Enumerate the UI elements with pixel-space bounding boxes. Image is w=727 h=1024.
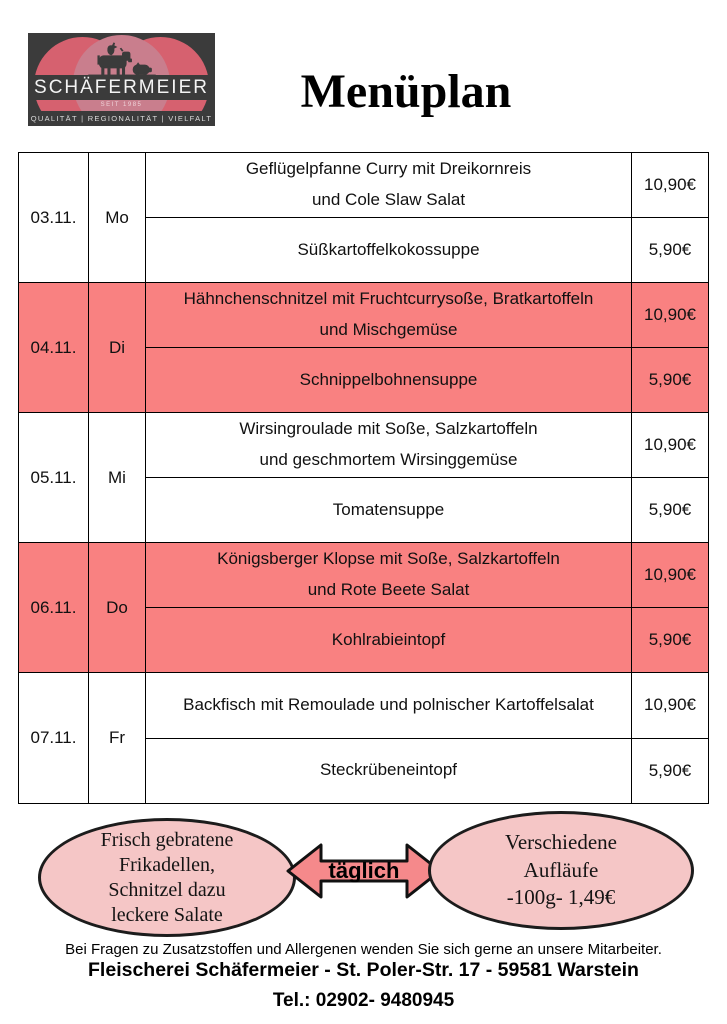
date-cell: 06.11. (19, 543, 89, 672)
brand-name: SCHÄFERMEIER (34, 76, 209, 98)
main-dish-name (146, 543, 632, 607)
logo-name-band (28, 75, 215, 100)
date-cell: 04.11. (19, 283, 89, 412)
dish-block (146, 283, 708, 412)
shop-phone: Tel.: 02902- 9480945 (272, 990, 455, 1011)
dish-block (146, 673, 708, 803)
soup-name: Steckrübeneintopf (146, 739, 632, 804)
soup-row (146, 478, 708, 542)
soup-row (146, 739, 708, 804)
soup-row (146, 348, 708, 412)
main-dish-price: 10,90€ (644, 435, 696, 454)
main-dish-price: 10,90€ (644, 565, 696, 584)
dish-block (146, 413, 708, 542)
daily-special-right-bubble (428, 811, 694, 930)
day-cell: Do (89, 543, 146, 672)
soup-row (146, 608, 708, 672)
day-cell: Mi (89, 413, 146, 542)
day-cell: Mo (89, 153, 146, 282)
main-dish-row (146, 283, 708, 348)
left-bubble-line3: Schnitzel dazu (108, 878, 226, 901)
main-dish-price: 10,90€ (644, 175, 696, 194)
daily-special-left-bubble (38, 818, 296, 937)
day-cell: Fr (89, 673, 146, 803)
left-bubble-line4: leckere Salate (111, 903, 223, 926)
dish-block (146, 543, 708, 672)
menu-day-row (19, 283, 708, 413)
daily-arrow-label: täglich (328, 858, 400, 883)
soup-name: Süßkartoffelkokossuppe (146, 218, 632, 282)
main-dish-line1: Wirsingroulade mit Soße, Salzkartoffeln (239, 419, 538, 439)
date-cell: 05.11. (19, 413, 89, 542)
menu-table (18, 152, 709, 804)
main-dish-line2: und Cole Slaw Salat (311, 190, 466, 209)
soup-price: 5,90€ (648, 500, 692, 519)
soup-name: Tomatensuppe (146, 478, 632, 542)
date-cell: 03.11. (19, 153, 89, 282)
main-dish-price: 10,90€ (644, 695, 696, 715)
butcher-logo (28, 33, 215, 126)
main-dish-price: 10,90€ (644, 305, 696, 324)
main-dish-line2: und Rote Beete Salat (307, 580, 470, 599)
date-cell: 07.11. (19, 673, 89, 803)
menu-day-row (19, 153, 708, 283)
main-dish-name (146, 413, 632, 477)
main-dish-line1: Geflügelpfanne Curry mit Dreikornreis (245, 159, 532, 179)
right-bubble-line1: Verschiedene (505, 829, 617, 854)
soup-price: 5,90€ (648, 370, 692, 389)
dish-block (146, 153, 708, 282)
main-dish-line2: und geschmortem Wirsinggemüse (259, 450, 518, 469)
main-dish-row (146, 413, 708, 478)
daily-arrow (285, 838, 443, 904)
menu-day-row (19, 413, 708, 543)
main-dish-line2: und Mischgemüse (319, 320, 458, 339)
main-dish-name (146, 673, 632, 738)
allergy-note: Bei Fragen zu Zusatzstoffen und Allergenen wenden Sie sich gerne an unsere Mitarbeiter. (65, 941, 662, 958)
footer (0, 941, 727, 1012)
menu-day-row (19, 543, 708, 673)
right-bubble-line3: -100g- 1,49€ (506, 885, 616, 910)
shop-address: Fleischerei Schäfermeier - St. Poler-Str. 17 - 59581 Warstein (88, 959, 639, 981)
soup-name: Schnippelbohnensuppe (146, 348, 632, 412)
soup-price: 5,90€ (648, 240, 692, 259)
soup-price: 5,90€ (648, 760, 692, 780)
left-bubble-line1: Frisch gebratene (100, 828, 234, 851)
livestock-silhouette-icon (76, 40, 168, 80)
main-dish-line1: Hähnchenschnitzel mit Fruchtcurrysoße, Bratkartoffeln (183, 289, 594, 309)
main-dish-line1: Königsberger Klopse mit Soße, Salzkartoffeln (217, 549, 560, 569)
soup-row (146, 218, 708, 282)
left-bubble-line2: Frikadellen, (118, 853, 216, 876)
main-dish-name (146, 153, 632, 217)
main-dish-name (146, 283, 632, 347)
brand-since: SEIT 1985 (100, 102, 143, 108)
page-title: Menüplan (300, 65, 512, 118)
right-bubble-line2: Aufläufe (523, 857, 599, 882)
main-dish-row (146, 153, 708, 218)
main-dish-row (146, 543, 708, 608)
main-dish-line1: Backfisch mit Remoulade und polnischer Kartoffelsalat (183, 694, 594, 714)
main-dish-row (146, 673, 708, 739)
soup-price: 5,90€ (648, 630, 692, 649)
brand-tagline: QUALITÄT | REGIONALITÄT | VIELFALT (28, 111, 215, 126)
menu-day-row (19, 673, 708, 803)
day-cell: Di (89, 283, 146, 412)
soup-name: Kohlrabieintopf (146, 608, 632, 672)
